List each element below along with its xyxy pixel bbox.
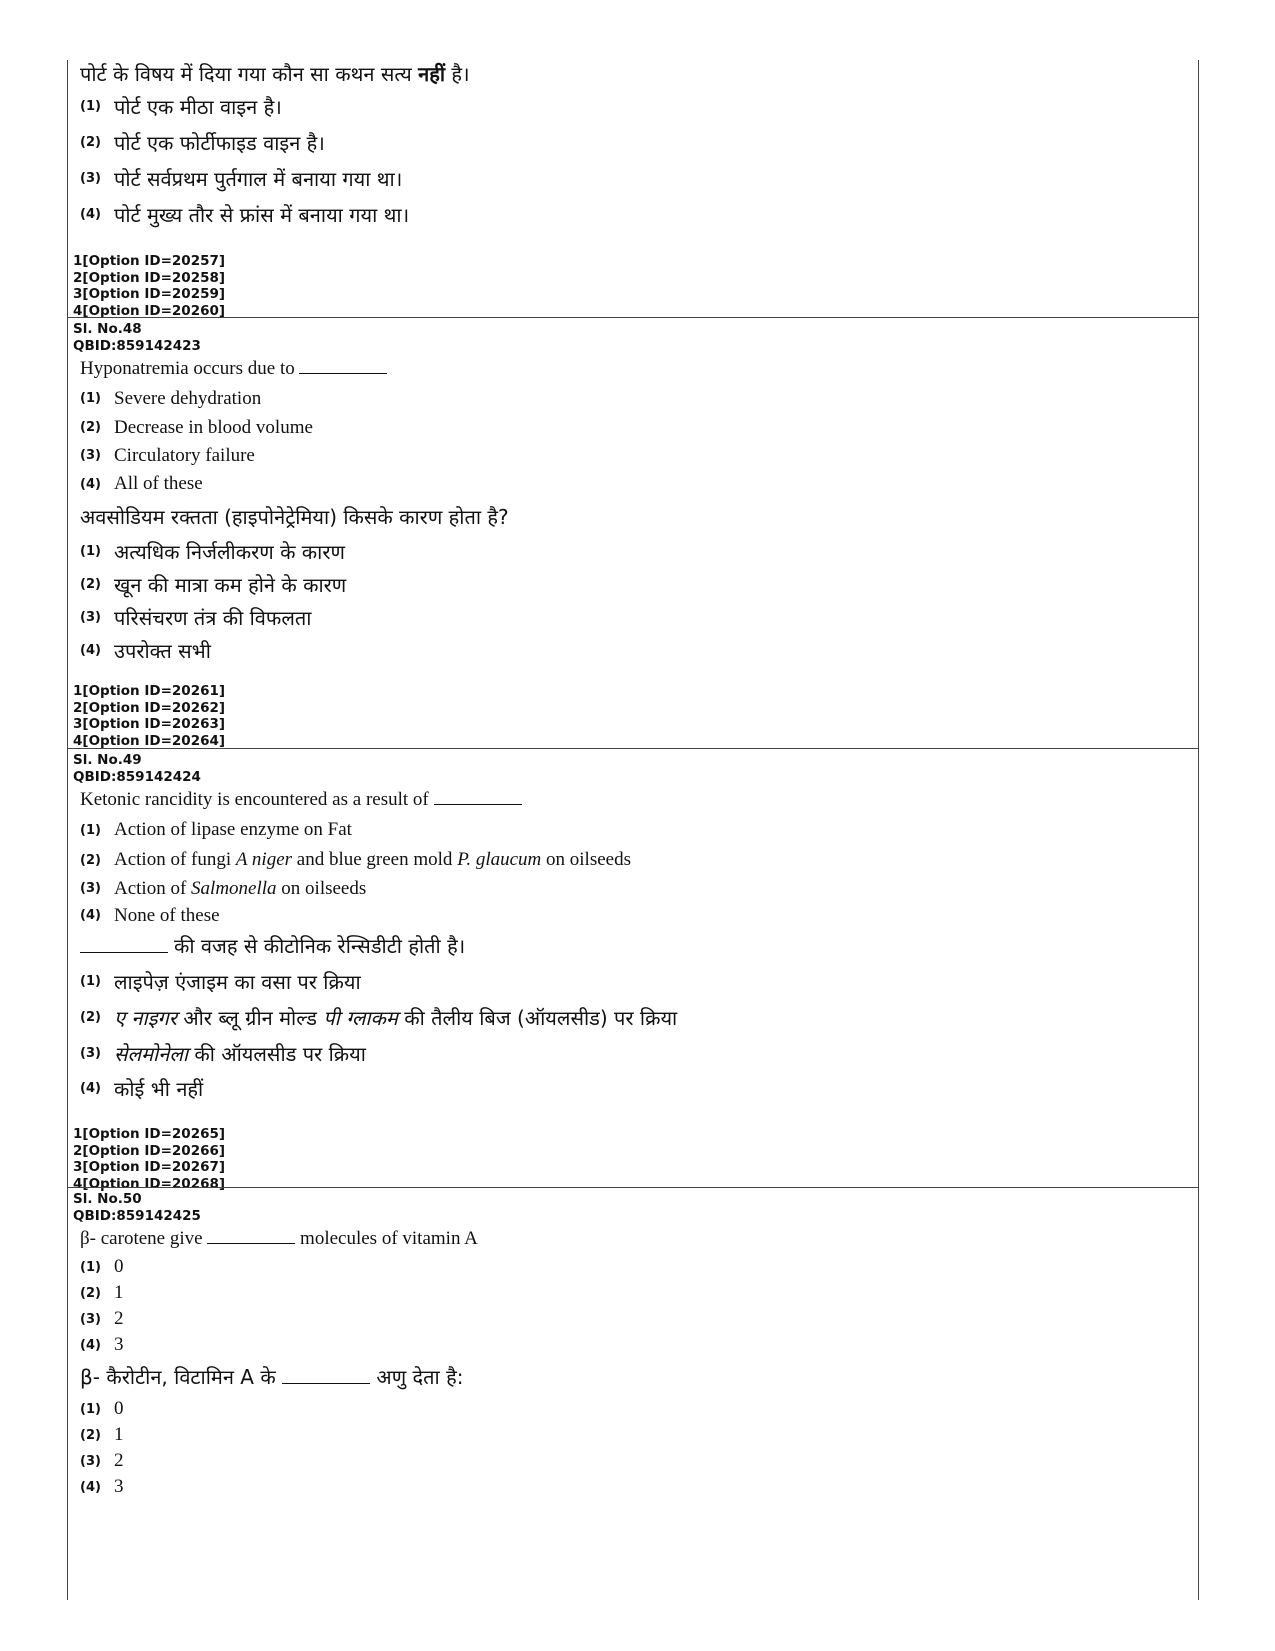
option-3: (3) पोर्ट सर्वप्रथम पुर्तगाल में बनाया गया था।: [80, 166, 403, 191]
option-2: (2) 1: [80, 1282, 124, 1303]
option-id-4: 4[Option ID=20260]: [73, 302, 226, 319]
answer-blank: [80, 934, 168, 953]
answer-blank: [207, 1226, 295, 1244]
option-id-2: 2[Option ID=20258]: [73, 269, 226, 286]
option-1: (1) अत्यधिक निर्जलीकरण के कारण: [80, 540, 345, 564]
option-4: (4) कोई भी नहीं: [80, 1076, 204, 1101]
option-id-2: 2[Option ID=20266]: [73, 1142, 226, 1159]
option-id-3: 3[Option ID=20267]: [73, 1159, 226, 1175]
option-3: (3) Action of Salmonella on oilseeds: [80, 877, 367, 899]
option-id-4: 4[Option ID=20264]: [73, 732, 226, 749]
serial-number: Sl. No.50: [73, 1191, 142, 1207]
question-50-block: [68, 1191, 1198, 1500]
option-4: (4) पोर्ट मुख्य तौर से फ्रांस में बनाया गया था।: [80, 202, 410, 227]
option-id-2: 2[Option ID=20262]: [73, 699, 226, 716]
option-2: (2) पोर्ट एक फोर्टीफाइड वाइन है।: [80, 130, 325, 155]
option-4: (4) 3: [80, 1476, 124, 1497]
question-47-hindi-text: पोर्ट के विषय में दिया गया कौन सा कथन सत्य नहीं है।: [80, 62, 470, 86]
option-1: (1) 0: [80, 1256, 124, 1277]
serial-number: Sl. No.49: [73, 752, 142, 768]
option-1: (1) लाइपेज़ एंजाइम का वसा पर क्रिया: [80, 969, 361, 994]
option-2: (2) ए नाइगर और ब्लू ग्रीन मोल्ड पी ग्लाकम की तैलीय बिज (ऑयलसीड) पर क्रिया: [80, 1005, 678, 1030]
option-2: (2) Action of fungi A niger and blue green mold P. glaucum on oilseeds: [80, 849, 631, 870]
option-1: (1) पोर्ट एक मीठा वाइन है।: [80, 94, 282, 119]
question-48-hindi-text: अवसोडियम रक्तता (हाइपोनेट्रेमिया) किसके कारण होता है?: [80, 505, 509, 529]
option-3: (3) 2: [80, 1308, 124, 1329]
option-3: (3) Circulatory failure: [80, 444, 255, 466]
option-4: (4) All of these: [80, 473, 203, 494]
option-2: (2) खून की मात्रा कम होने के कारण: [80, 573, 347, 597]
option-id-1: 1[Option ID=20261]: [73, 683, 226, 699]
option-id-1: 1[Option ID=20265]: [73, 1126, 226, 1142]
option-3: (3) सेलमोनेला की ऑयलसीड पर क्रिया: [80, 1041, 366, 1066]
qbid: QBID:859142423: [73, 337, 201, 354]
emphasis-not: नहीं: [418, 62, 446, 86]
option-3: (3) 2: [80, 1450, 124, 1471]
qbid: QBID:859142424: [73, 768, 201, 785]
answer-blank: [434, 787, 522, 805]
question-49-english-text: Ketonic rancidity is encountered as a result of: [68, 785, 1198, 815]
question-48-block: [68, 321, 1198, 749]
question-49-hindi-text: की वजह से कीटोनिक रेन्सिडीटी होती है।: [68, 929, 1198, 963]
question-48-english-text: Hyponatremia occurs due to: [68, 354, 1198, 384]
option-4: (4) None of these: [80, 904, 220, 926]
qbid: QBID:859142425: [73, 1207, 201, 1224]
answer-blank: [282, 1365, 370, 1384]
question-50-hindi-text: β- कैरोटीन, विटामिन A के अणु देता है:: [80, 1365, 464, 1389]
option-2: (2) Decrease in blood volume: [80, 416, 313, 438]
question-49-block: [68, 752, 1198, 1192]
question-divider: [68, 317, 1198, 318]
option-3: (3) परिसंचरण तंत्र की विफलता: [80, 606, 312, 630]
option-id-3: 3[Option ID=20263]: [73, 716, 226, 732]
option-4: (4) 3: [80, 1334, 124, 1355]
question-paper-frame: [67, 60, 1199, 1600]
question-47-block: [68, 60, 1198, 319]
option-1: (1) Severe dehydration: [80, 387, 262, 409]
option-1: (1) Action of lipase enzyme on Fat: [80, 819, 352, 840]
option-2: (2) 1: [80, 1424, 124, 1445]
option-id-3: 3[Option ID=20259]: [73, 286, 226, 302]
answer-blank: [299, 356, 387, 374]
question-divider: [68, 748, 1198, 749]
option-1: (1) 0: [80, 1398, 124, 1419]
question-50-english-text: β- carotene give molecules of vitamin A: [68, 1224, 1198, 1254]
option-id-1: 1[Option ID=20257]: [73, 253, 226, 269]
serial-number: Sl. No.48: [73, 321, 142, 337]
option-id-4: 4[Option ID=20268]: [73, 1175, 226, 1192]
question-divider: [68, 1187, 1198, 1188]
option-4: (4) उपरोक्त सभी: [80, 639, 211, 663]
